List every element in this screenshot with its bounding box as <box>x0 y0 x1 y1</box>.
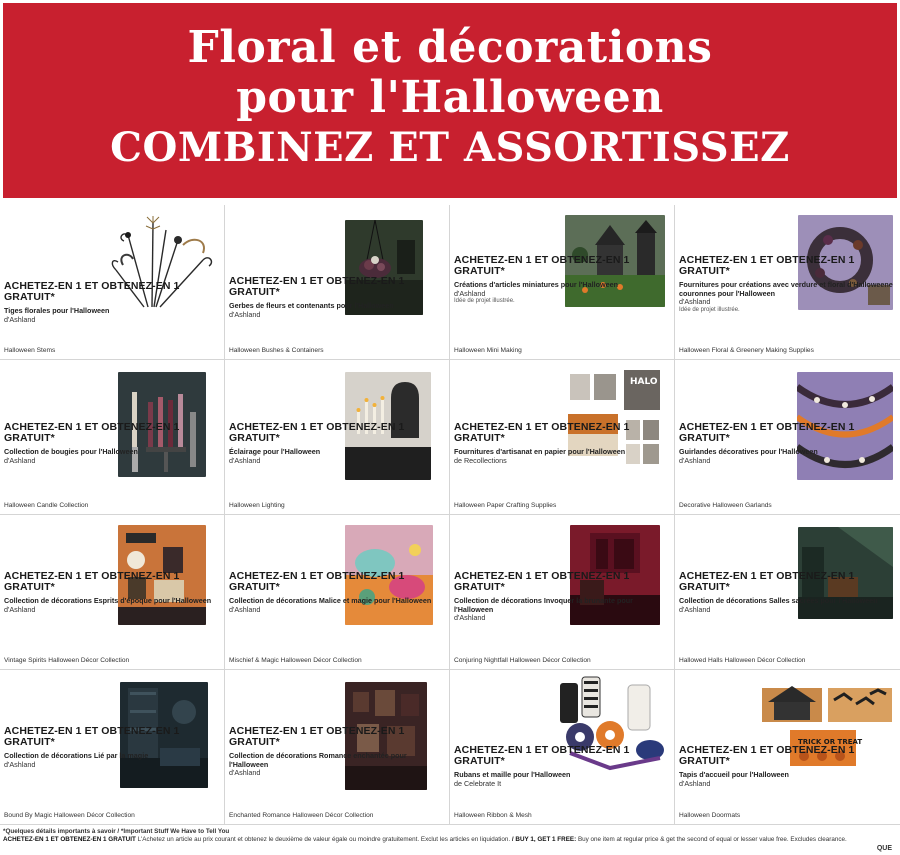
offer-label: ACHETEZ-EN 1 ET OBTENEZ-EN 1 GRATUIT* <box>229 725 405 748</box>
product-tile[interactable] <box>675 205 900 360</box>
product-english-name: Halloween Floral & Greenery Making Supplies <box>679 347 814 354</box>
product-brand: d'Ashland <box>679 297 711 306</box>
product-brand: d'Ashland <box>229 455 261 465</box>
product-name: Collection de décorations Malice et magie pour l'Halloween <box>229 596 432 605</box>
product-brand: d'Ashland <box>679 604 711 614</box>
offer-label: ACHETEZ-EN 1 ET OBTENEZ-EN 1 GRATUIT* <box>679 744 855 767</box>
offer-label: ACHETEZ-EN 1 ET OBTENEZ-EN 1 GRATUIT* <box>4 570 180 593</box>
product-name: Rubans et maille pour l'Halloween <box>454 770 571 779</box>
offer-label: ACHETEZ-EN 1 ET OBTENEZ-EN 1 GRATUIT* <box>4 725 180 748</box>
product-english-name: Halloween Doormats <box>679 812 741 819</box>
disclaimer-text-en: Buy one item at regular price & get the second of equal or lesser value free. Excludes clearance. <box>577 835 847 843</box>
offer-label: ACHETEZ-EN 1 ET OBTENEZ-EN 1 GRATUIT* <box>679 254 855 277</box>
product-name: Collection de bougies pour l'Halloween <box>4 447 138 456</box>
product-note: Idée de projet illustrée. <box>454 298 515 304</box>
product-tile[interactable] <box>0 515 225 670</box>
disclaimer-offer-en: / BUY 1, GET 1 FREE: <box>511 835 577 843</box>
offer-label: ACHETEZ-EN 1 ET OBTENEZ-EN 1 GRATUIT* <box>4 421 180 444</box>
svg-text:TRICK OR TREAT: TRICK OR TREAT <box>798 738 863 746</box>
product-english-name: Halloween Paper Crafting Supplies <box>454 502 557 509</box>
product-name: Gerbes de fleurs et contenants pour l'Halloween <box>229 301 394 310</box>
product-brand: d'Ashland <box>229 768 261 777</box>
offer-label: ACHETEZ-EN 1 ET OBTENEZ-EN 1 GRATUIT* <box>454 570 630 593</box>
product-tile[interactable] <box>225 205 450 360</box>
product-tile[interactable] <box>0 360 225 515</box>
offer-label: ACHETEZ-EN 1 ET OBTENEZ-EN 1 GRATUIT* <box>229 275 405 298</box>
product-name: Tiges florales pour l'Halloween <box>4 306 110 315</box>
product-english-name: Enchanted Romance Halloween Décor Collection <box>229 812 374 819</box>
product-brand: d'Ashland <box>454 288 486 298</box>
product-english-name: Vintage Spirits Halloween Décor Collection <box>4 657 130 664</box>
product-brand: d'Ashland <box>4 759 36 769</box>
product-english-name: Decorative Halloween Garlands <box>679 502 772 509</box>
product-tile[interactable] <box>0 670 225 825</box>
product-name: Fournitures pour créations avec verdure et floral d'Halloweene couronnes pour l'Halloween <box>679 280 893 298</box>
product-english-name: Bound By Magic Halloween Décor Collection <box>4 812 135 819</box>
product-tile[interactable] <box>225 515 450 670</box>
product-tile[interactable] <box>675 515 900 670</box>
offer-label: ACHETEZ-EN 1 ET OBTENEZ-EN 1 GRATUIT* <box>229 421 405 444</box>
product-name: Collection de décorations Lié par la magie <box>4 751 149 760</box>
product-english-name: Halloween Stems <box>4 347 56 354</box>
product-name: Éclairage pour l'Halloween <box>229 447 321 456</box>
product-tile[interactable] <box>675 670 900 825</box>
product-brand: de Celebrate It <box>454 778 502 788</box>
offer-label: ACHETEZ-EN 1 ET OBTENEZ-EN 1 GRATUIT* <box>679 421 855 444</box>
product-tile[interactable] <box>450 515 675 670</box>
product-tile[interactable] <box>0 205 225 360</box>
product-name: Fournitures d'artisanat en papier pour l'Halloween <box>454 447 626 456</box>
disclaimer <box>3 828 873 843</box>
product-brand: de Recollections <box>454 455 507 465</box>
product-name: Guirlandes décoratives pour l'Halloween <box>679 447 818 456</box>
product-name: Tapis d'accueil pour l'Halloween <box>679 770 789 779</box>
disclaimer-heading: *Quelques détails importants à savoir / *Important Stuff We Have to Tell You <box>3 828 230 835</box>
product-brand: d'Ashland <box>229 309 261 319</box>
product-tile[interactable] <box>450 205 675 360</box>
product-tile[interactable] <box>675 360 900 515</box>
product-brand: d'Ashland <box>454 613 486 622</box>
offer-label: ACHETEZ-EN 1 ET OBTENEZ-EN 1 GRATUIT* <box>679 570 855 593</box>
region-code: QUE <box>876 845 892 852</box>
product-brand: d'Ashland <box>679 455 711 465</box>
product-grid <box>0 205 900 825</box>
promo-banner <box>3 3 897 198</box>
product-name: Collection de décorations Invoquer la brunante pour l'Halloween <box>454 596 633 614</box>
offer-label: ACHETEZ-EN 1 ET OBTENEZ-EN 1 GRATUIT* <box>454 254 630 277</box>
product-tile[interactable] <box>450 670 675 825</box>
offer-label: ACHETEZ-EN 1 ET OBTENEZ-EN 1 GRATUIT* <box>4 280 180 303</box>
product-brand: d'Ashland <box>229 604 261 614</box>
product-english-name: Halloween Lighting <box>229 502 285 509</box>
product-name: Créations d'articles miniatures pour l'Halloween <box>454 280 618 289</box>
product-english-name: Conjuring Nightfall Halloween Décor Collection <box>454 657 591 664</box>
product-english-name: Hallowed Halls Halloween Décor Collection <box>679 657 806 664</box>
offer-label: ACHETEZ-EN 1 ET OBTENEZ-EN 1 GRATUIT* <box>454 744 630 767</box>
svg-text:HALO: HALO <box>630 377 658 387</box>
product-tile[interactable] <box>450 360 675 515</box>
product-english-name: Halloween Mini Making <box>454 347 522 354</box>
product-english-name: Halloween Ribbon & Mesh <box>454 812 532 819</box>
banner-title-line-2: pour l'Halloween <box>236 72 664 123</box>
product-brand: d'Ashland <box>679 778 711 788</box>
product-brand: d'Ashland <box>4 604 36 614</box>
product-brand: d'Ashland <box>4 455 36 465</box>
product-name: Collection de décorations Romance enchantée pour l'Halloween <box>229 751 407 769</box>
disclaimer-offer-fr: ACHETEZ-EN 1 ET OBTENEZ-EN 1 GRATUIT <box>3 835 136 843</box>
product-note: Idée de projet illustrée. <box>679 306 740 313</box>
product-tile[interactable] <box>225 360 450 515</box>
offer-label: ACHETEZ-EN 1 ET OBTENEZ-EN 1 GRATUIT* <box>229 570 405 593</box>
offer-label: ACHETEZ-EN 1 ET OBTENEZ-EN 1 GRATUIT* <box>454 421 630 444</box>
banner-subtitle: COMBINEZ ET ASSORTISSEZ <box>110 124 790 171</box>
product-brand: d'Ashland <box>4 314 36 324</box>
disclaimer-text-fr: L'Achetez un article au prix courant et obtenez le deuxième de valeur égale ou moindre gratuitement. Exclut les articles en liquidation. <box>137 835 511 843</box>
product-english-name: Halloween Candle Collection <box>4 502 89 509</box>
banner-title-line-1: Floral et décorations <box>187 22 713 73</box>
product-name: Collection de décorations Salles sacrées pour l'Halloween <box>679 596 878 605</box>
product-english-name: Halloween Bushes & Containers <box>229 347 324 354</box>
product-english-name: Mischief & Magic Halloween Décor Collection <box>229 657 362 664</box>
product-tile[interactable] <box>225 670 450 825</box>
product-name: Collection de décorations Esprits d'époque pour l'Halloween <box>4 596 212 605</box>
